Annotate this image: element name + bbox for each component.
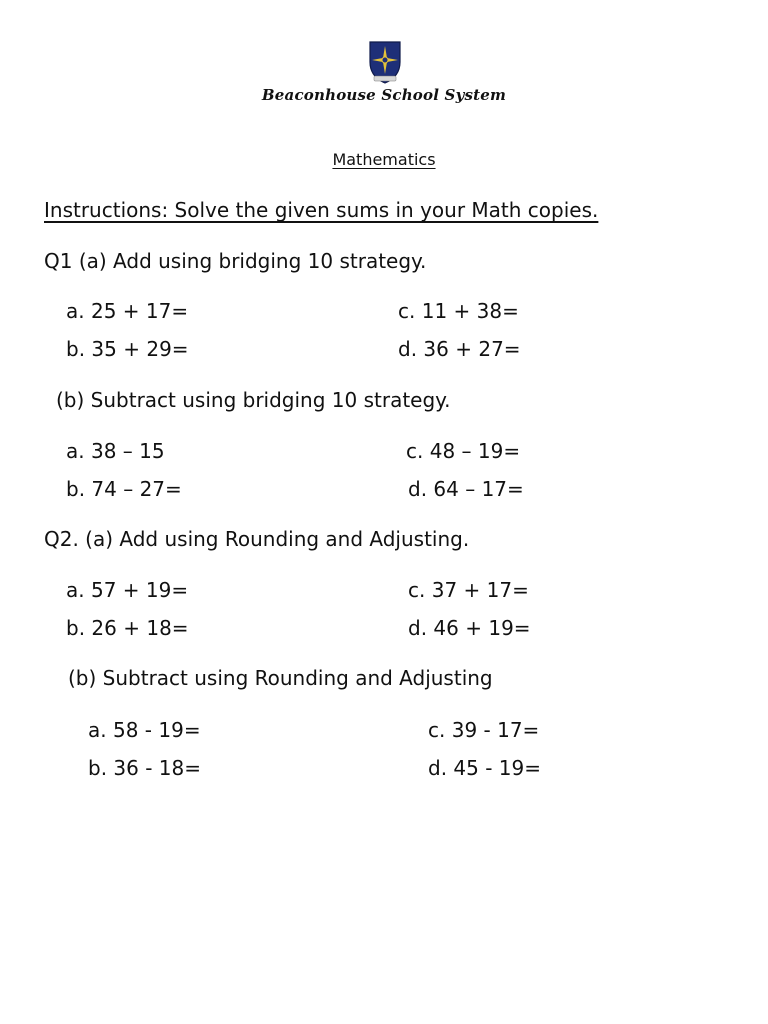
item-expression: 37 + 17= <box>431 578 529 602</box>
q1-heading: Q1 (a) Add using bridging 10 strategy. <box>44 249 427 273</box>
q1a-item-a <box>66 299 188 323</box>
item-expression: 25 + 17= <box>90 299 189 323</box>
q1b-item-b <box>66 477 182 501</box>
school-name: Beaconhouse School System <box>261 86 507 104</box>
q2-heading: Q2. (a) Add using Rounding and Adjusting. <box>44 527 470 551</box>
item-expression: 39 - 17= <box>451 718 540 742</box>
instructions: Instructions: Solve the given sums in your Math copies. <box>44 198 599 222</box>
item-expression: 46 + 19= <box>433 616 531 640</box>
item-label: d. <box>428 756 448 780</box>
item-label: c. <box>428 718 446 742</box>
q2a-item-d <box>408 616 531 640</box>
q1a-item-c <box>398 299 519 323</box>
item-label: a. <box>88 718 107 742</box>
item-expression: 36 - 18= <box>113 756 202 780</box>
item-label: a. <box>66 578 85 602</box>
q2a-item-a <box>66 578 188 602</box>
item-expression: 57 + 19= <box>90 578 189 602</box>
item-label: c. <box>406 439 424 463</box>
item-label: a. <box>66 299 85 323</box>
q2a-item-b <box>66 616 189 640</box>
item-expression: 36 + 27= <box>423 337 521 361</box>
item-label: b. <box>66 616 86 640</box>
q1b-heading: (b) Subtract using bridging 10 strategy. <box>56 388 451 412</box>
q1a-item-b <box>66 337 189 361</box>
item-expression: 64 – 17= <box>433 477 524 501</box>
q2b-item-a <box>88 718 201 742</box>
school-crest-logo <box>368 40 402 84</box>
item-expression: 35 + 29= <box>91 337 189 361</box>
item-label: c. <box>408 578 426 602</box>
q2b-item-b <box>88 756 201 780</box>
q1b-item-d <box>408 477 524 501</box>
q2a-item-c <box>408 578 529 602</box>
q2b-heading: (b) Subtract using Rounding and Adjusting <box>68 666 493 690</box>
item-expression: 11 + 38= <box>421 299 519 323</box>
item-expression: 45 - 19= <box>453 756 542 780</box>
item-expression: 74 – 27= <box>91 477 182 501</box>
item-label: b. <box>66 477 86 501</box>
q1b-item-a <box>66 439 165 463</box>
item-label: d. <box>408 616 428 640</box>
item-label: b. <box>88 756 108 780</box>
item-label: b. <box>66 337 86 361</box>
item-label: d. <box>408 477 428 501</box>
item-label: d. <box>398 337 418 361</box>
q1b-item-c <box>406 439 520 463</box>
q2b-item-c <box>428 718 539 742</box>
item-label: a. <box>66 439 85 463</box>
q2b-item-d <box>428 756 541 780</box>
item-label: c. <box>398 299 416 323</box>
item-expression: 38 – 15 <box>90 439 165 463</box>
item-expression: 48 – 19= <box>429 439 521 463</box>
item-expression: 26 + 18= <box>91 616 189 640</box>
q1a-item-d <box>398 337 521 361</box>
subject-title: Mathematics <box>332 150 436 169</box>
item-expression: 58 - 19= <box>112 718 201 742</box>
